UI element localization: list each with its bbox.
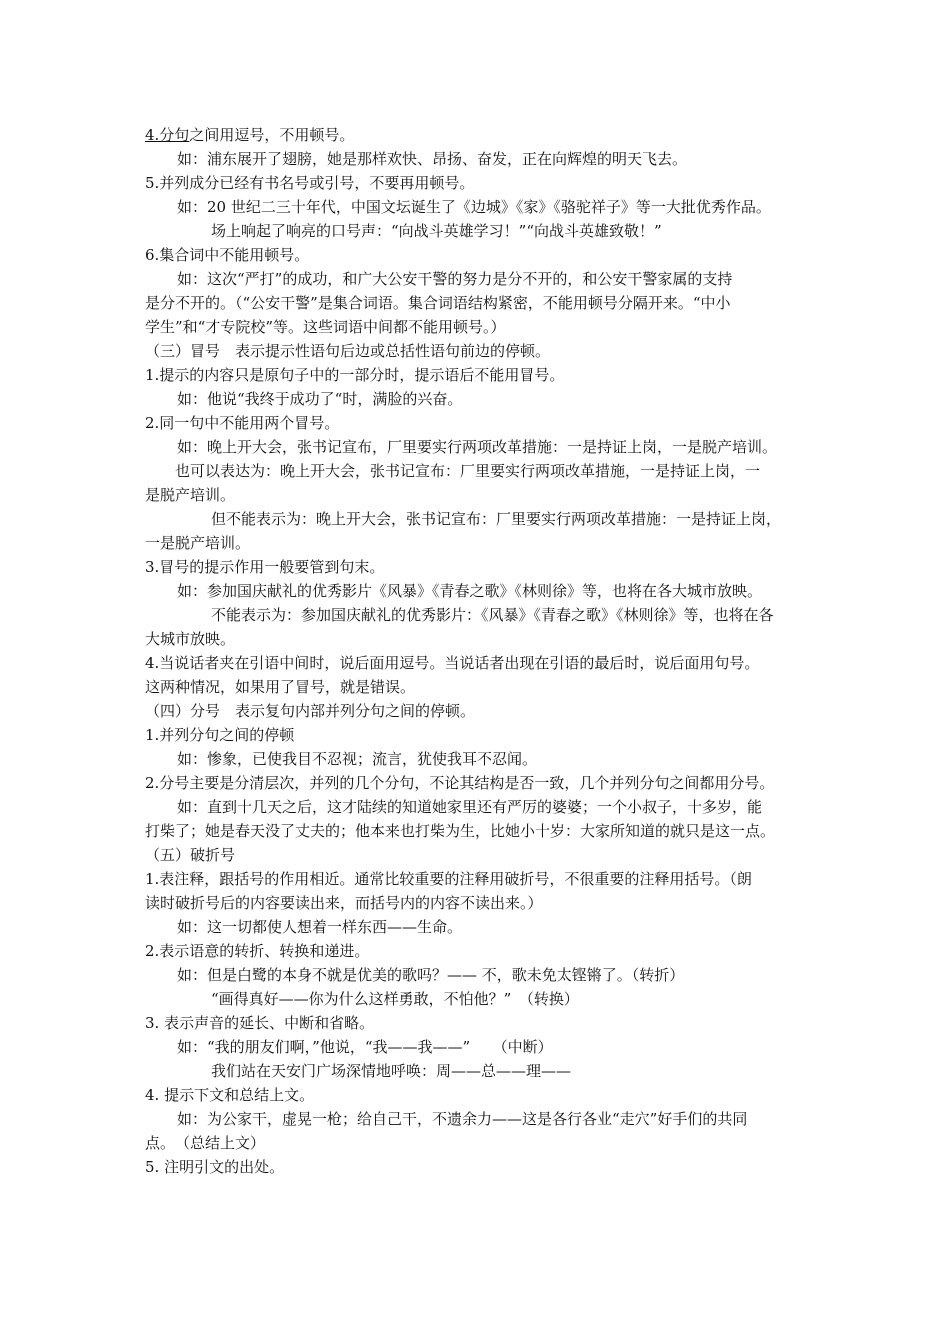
example-line: 也可以表达为：晚上开大会，张书记宣布：厂里要实行两项改革措施，一是持证上岗，一 [175, 462, 761, 480]
rule-heading: 1.表注释，跟括号的作用相近。通常比较重要的注释用破折号，不很重要的注释用括号。（朗 [145, 870, 752, 888]
example-line: 如：这次“严打”的成功，和广大公安干警的努力是分不开的，和公安干警家属的支持 [177, 270, 733, 288]
example-line: 如：直到十几天之后，这才陆续的知道她家里还有严厉的婆婆；一个小叔子，十多岁，能 [177, 798, 763, 816]
example-line: “画得真好——你为什么这样勇敢，不怕他？” （转换） [211, 990, 579, 1008]
example-line: 如：参加国庆献礼的优秀影片《风暴》《青春之歌》《林则徐》等，也将在各大城市放映。 [177, 582, 763, 600]
example-line: 大城市放映。 [145, 630, 236, 648]
example-line: 如：浦东展开了翅膀，她是那样欢快、昂扬、奋发，正在向辉煌的明天飞去。 [177, 150, 688, 168]
example-line: 场上响起了响亮的口号声：“向战斗英雄学习！”“向战斗英雄致敬！” [211, 222, 662, 240]
example-line: 如：晚上开大会，张书记宣布，厂里要实行两项改革措施：一是持证上岗，一是脱产培训。 [177, 438, 778, 456]
example-line: 如：为公家干，虚晃一枪；给自己干，不遗余力——这是各行各业“走穴”好手们的共同 [177, 1110, 748, 1128]
example-line: 学生”和“才专院校”等。这些词语中间都不能用顿号。） [145, 318, 506, 336]
rule-heading: 3. 表示声音的延长、中断和省略。 [145, 1014, 375, 1032]
rule-heading: 3.冒号的提示作用一般要管到句末。 [145, 558, 385, 576]
rule-text: 读时破折号后的内容要读出来，而括号内的内容不读出来。） [145, 894, 543, 912]
rule-heading: 1.并列分句之间的停顿 [145, 726, 295, 744]
example-line: 如：“我的朋友们啊，”他说，“我——我——” （中断） [177, 1038, 553, 1056]
rule-heading: 2.分号主要是分清层次，并列的几个分句，不论其结构是否一致，几个并列分句之间都用分号。 [145, 774, 775, 792]
example-line: 如：他说“我终于成功了“时，满脸的兴奋。 [177, 390, 463, 408]
example-line: 打柴了；她是春天没了丈夫的；他本来也打柴为生，比她小十岁：大家所知道的就只是这一点。 [145, 822, 776, 840]
rule-4-heading [145, 124, 354, 146]
example-line: 不能表示为：参加国庆献礼的优秀影片：《风暴》《青春之歌》《林则徐》等，也将在各 [211, 606, 774, 624]
rule-heading: 2.同一句中不能用两个冒号。 [145, 414, 340, 432]
rule-text: 这两种情况，如果用了冒号，就是错误。 [145, 678, 416, 696]
rule-heading: 2.表示语意的转折、转换和递进。 [145, 942, 370, 960]
rule-heading: 4.当说话者夹在引语中间时，说后面用逗号。当说话者出现在引语的最后时，说后面用句号。 [145, 654, 760, 672]
example-line: 我们站在天安门广场深情地呼唤：周——总——理—— [211, 1062, 572, 1080]
underlined-term: 4.分句 [145, 126, 190, 144]
example-line: 点。 （总结上文） [145, 1134, 266, 1152]
example-line: 但不能表示为：晚上开大会，张书记宣布：厂里要实行两项改革措施：一是持证上岗， [211, 510, 782, 528]
section-heading-dash: （五）破折号 [145, 846, 236, 864]
rule-text: 之间用逗号，不用顿号。 [189, 126, 355, 144]
example-line: 是脱产培训。 [145, 486, 236, 504]
rule-heading: 4. 提示下文和总结上文。 [145, 1086, 315, 1104]
rule-5-heading: 5.并列成分已经有书名号或引号，不要再用顿号。 [145, 174, 475, 192]
example-line: 是分不开的。（“公安干警”是集合词语。集合词语结构紧密，不能用顿号分隔开来。“中小 [145, 294, 731, 312]
rule-heading: 5. 注明引文的出处。 [145, 1158, 285, 1176]
example-line: 如：惨象，已使我目不忍视；流言，犹使我耳不忍闻。 [177, 750, 538, 768]
section-heading-colon: （三）冒号 表示提示性语句后边或总括性语句前边的停顿。 [145, 342, 551, 360]
rule-6-heading: 6.集合词中不能用顿号。 [145, 246, 310, 264]
section-heading-semicolon: （四）分号 表示复句内部并列分句之间的停顿。 [145, 702, 476, 720]
example-line: 如：20 世纪二三十年代，中国文坛诞生了《边城》《家》《骆驼祥子》等一大批优秀作品。 [177, 198, 771, 216]
example-line: 如：但是白鹭的本身不就是优美的歌吗？—— 不，歌未免太铿锵了。（转折） [177, 966, 685, 984]
example-line: 如：这一切都使人想着一样东西——生命。 [177, 918, 463, 936]
rule-heading: 1.提示的内容只是原句子中的一部分时，提示语后不能用冒号。 [145, 366, 565, 384]
example-line: 一是脱产培训。 [145, 534, 251, 552]
